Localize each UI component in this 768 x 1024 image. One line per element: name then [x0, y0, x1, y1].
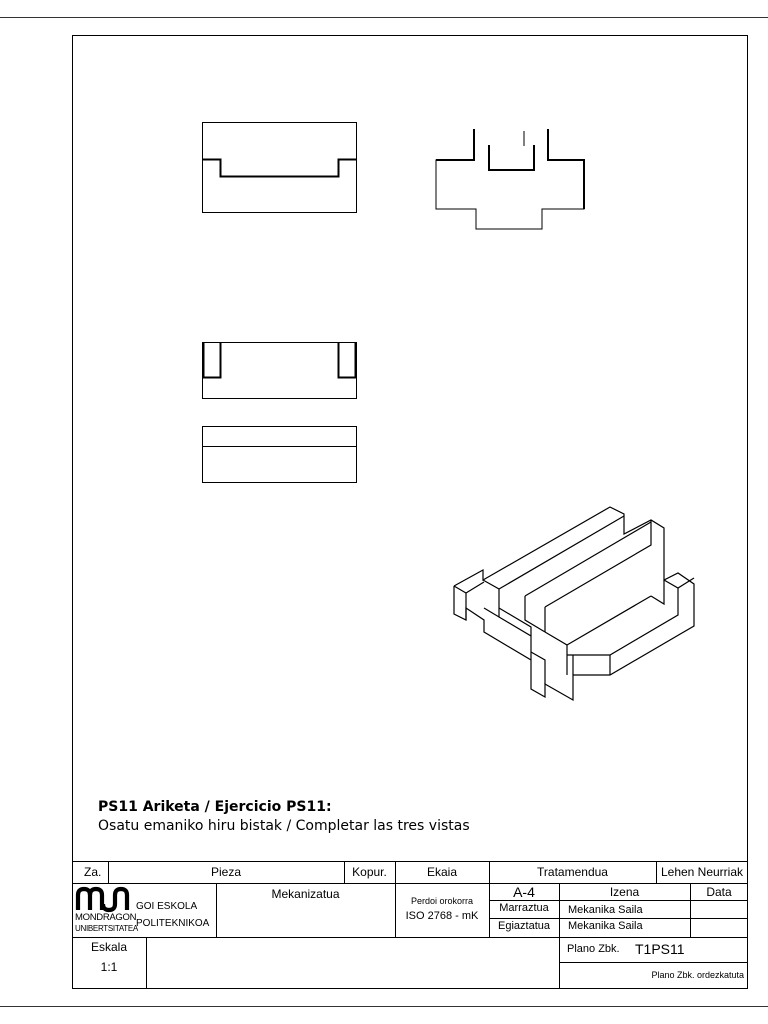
marraztua-value: Mekanika Saila: [568, 904, 643, 916]
iso-mid-rib-face: [525, 596, 545, 632]
lehen-neurriak-header: Lehen Neurriak: [660, 865, 744, 879]
plano-zbk-label: Plano Zbk.: [567, 943, 620, 955]
iso-right-step-top: [664, 578, 694, 588]
eskala-value: 1:1: [100, 960, 118, 974]
front-view-outline: [203, 123, 357, 213]
iso-slot-floor-front: [499, 617, 531, 660]
school-line-1: GOI ESKOLA: [136, 901, 198, 912]
tolerance-label: Perdoi orokorra: [410, 896, 474, 906]
pieza-header: Pieza: [210, 865, 242, 879]
front-view: [203, 123, 357, 213]
exercise-instruction: Osatu emaniko hiru bistak / Completar las tres vistas: [98, 818, 470, 834]
tratamendua-header: Tratamendua: [537, 865, 608, 879]
iso-right-floor: [651, 580, 664, 604]
tolerance-standard: ISO 2768 - mK: [405, 910, 479, 922]
side-view-outline: [436, 129, 584, 229]
ekaia-header: Ekaia: [426, 865, 458, 879]
isometric-view: [454, 507, 694, 700]
side-view: [436, 129, 584, 229]
iso-slot-back: [499, 608, 531, 636]
bottom-view-outline: [203, 427, 357, 483]
front-view-slot: [203, 160, 357, 177]
iso-left-rib-front: [483, 580, 499, 608]
exercise-title: PS11 Ariketa / Ejercicio PS11:: [98, 799, 332, 815]
plano-zbk-value: T1PS11: [635, 941, 685, 957]
iso-bottom-notch: [531, 652, 545, 684]
egiaztatua-label: Egiaztatua: [498, 920, 550, 932]
school-line-2: POLITEKNIKOA: [136, 918, 210, 929]
bottom-view: [203, 427, 357, 483]
side-view-center-notch: [489, 145, 534, 170]
iso-left-rib-top: [499, 516, 624, 589]
kopur-header: Kopur.: [352, 865, 387, 879]
marraztua-label: Marraztua: [499, 902, 549, 914]
data-label: Data: [706, 885, 732, 899]
izena-label: Izena: [609, 885, 640, 899]
iso-slot-left: [484, 608, 499, 617]
eskala-label: Eskala: [90, 940, 128, 954]
za-header: Za.: [84, 865, 102, 879]
side-view-left-step: [436, 129, 474, 160]
plano-ordezkatuta-label: Plano Zbk. ordezkatuta: [651, 970, 744, 980]
format-value: A-4: [513, 884, 535, 900]
top-view-right-corner: [339, 343, 356, 378]
iso-left-step-edge: [466, 582, 484, 593]
top-view: [203, 343, 357, 399]
logo-line-2: UNIBERTSITATEA: [75, 924, 138, 933]
iso-left-step-top: [454, 586, 466, 593]
logo-line-1: MONDRAGON: [75, 912, 137, 923]
process-value: Mekanizatua: [271, 887, 340, 901]
iso-mid-rib-top: [525, 522, 651, 596]
iso-silhouette: [454, 507, 694, 700]
egiaztatua-value: Mekanika Saila: [568, 920, 643, 932]
mu-logo-icon: [78, 889, 127, 910]
side-view-right-step: [548, 129, 584, 209]
iso-mid-rib-back: [545, 520, 651, 607]
top-view-outline: [203, 343, 357, 399]
iso-center-step: [545, 632, 567, 675]
top-view-left-corner: [204, 343, 221, 378]
